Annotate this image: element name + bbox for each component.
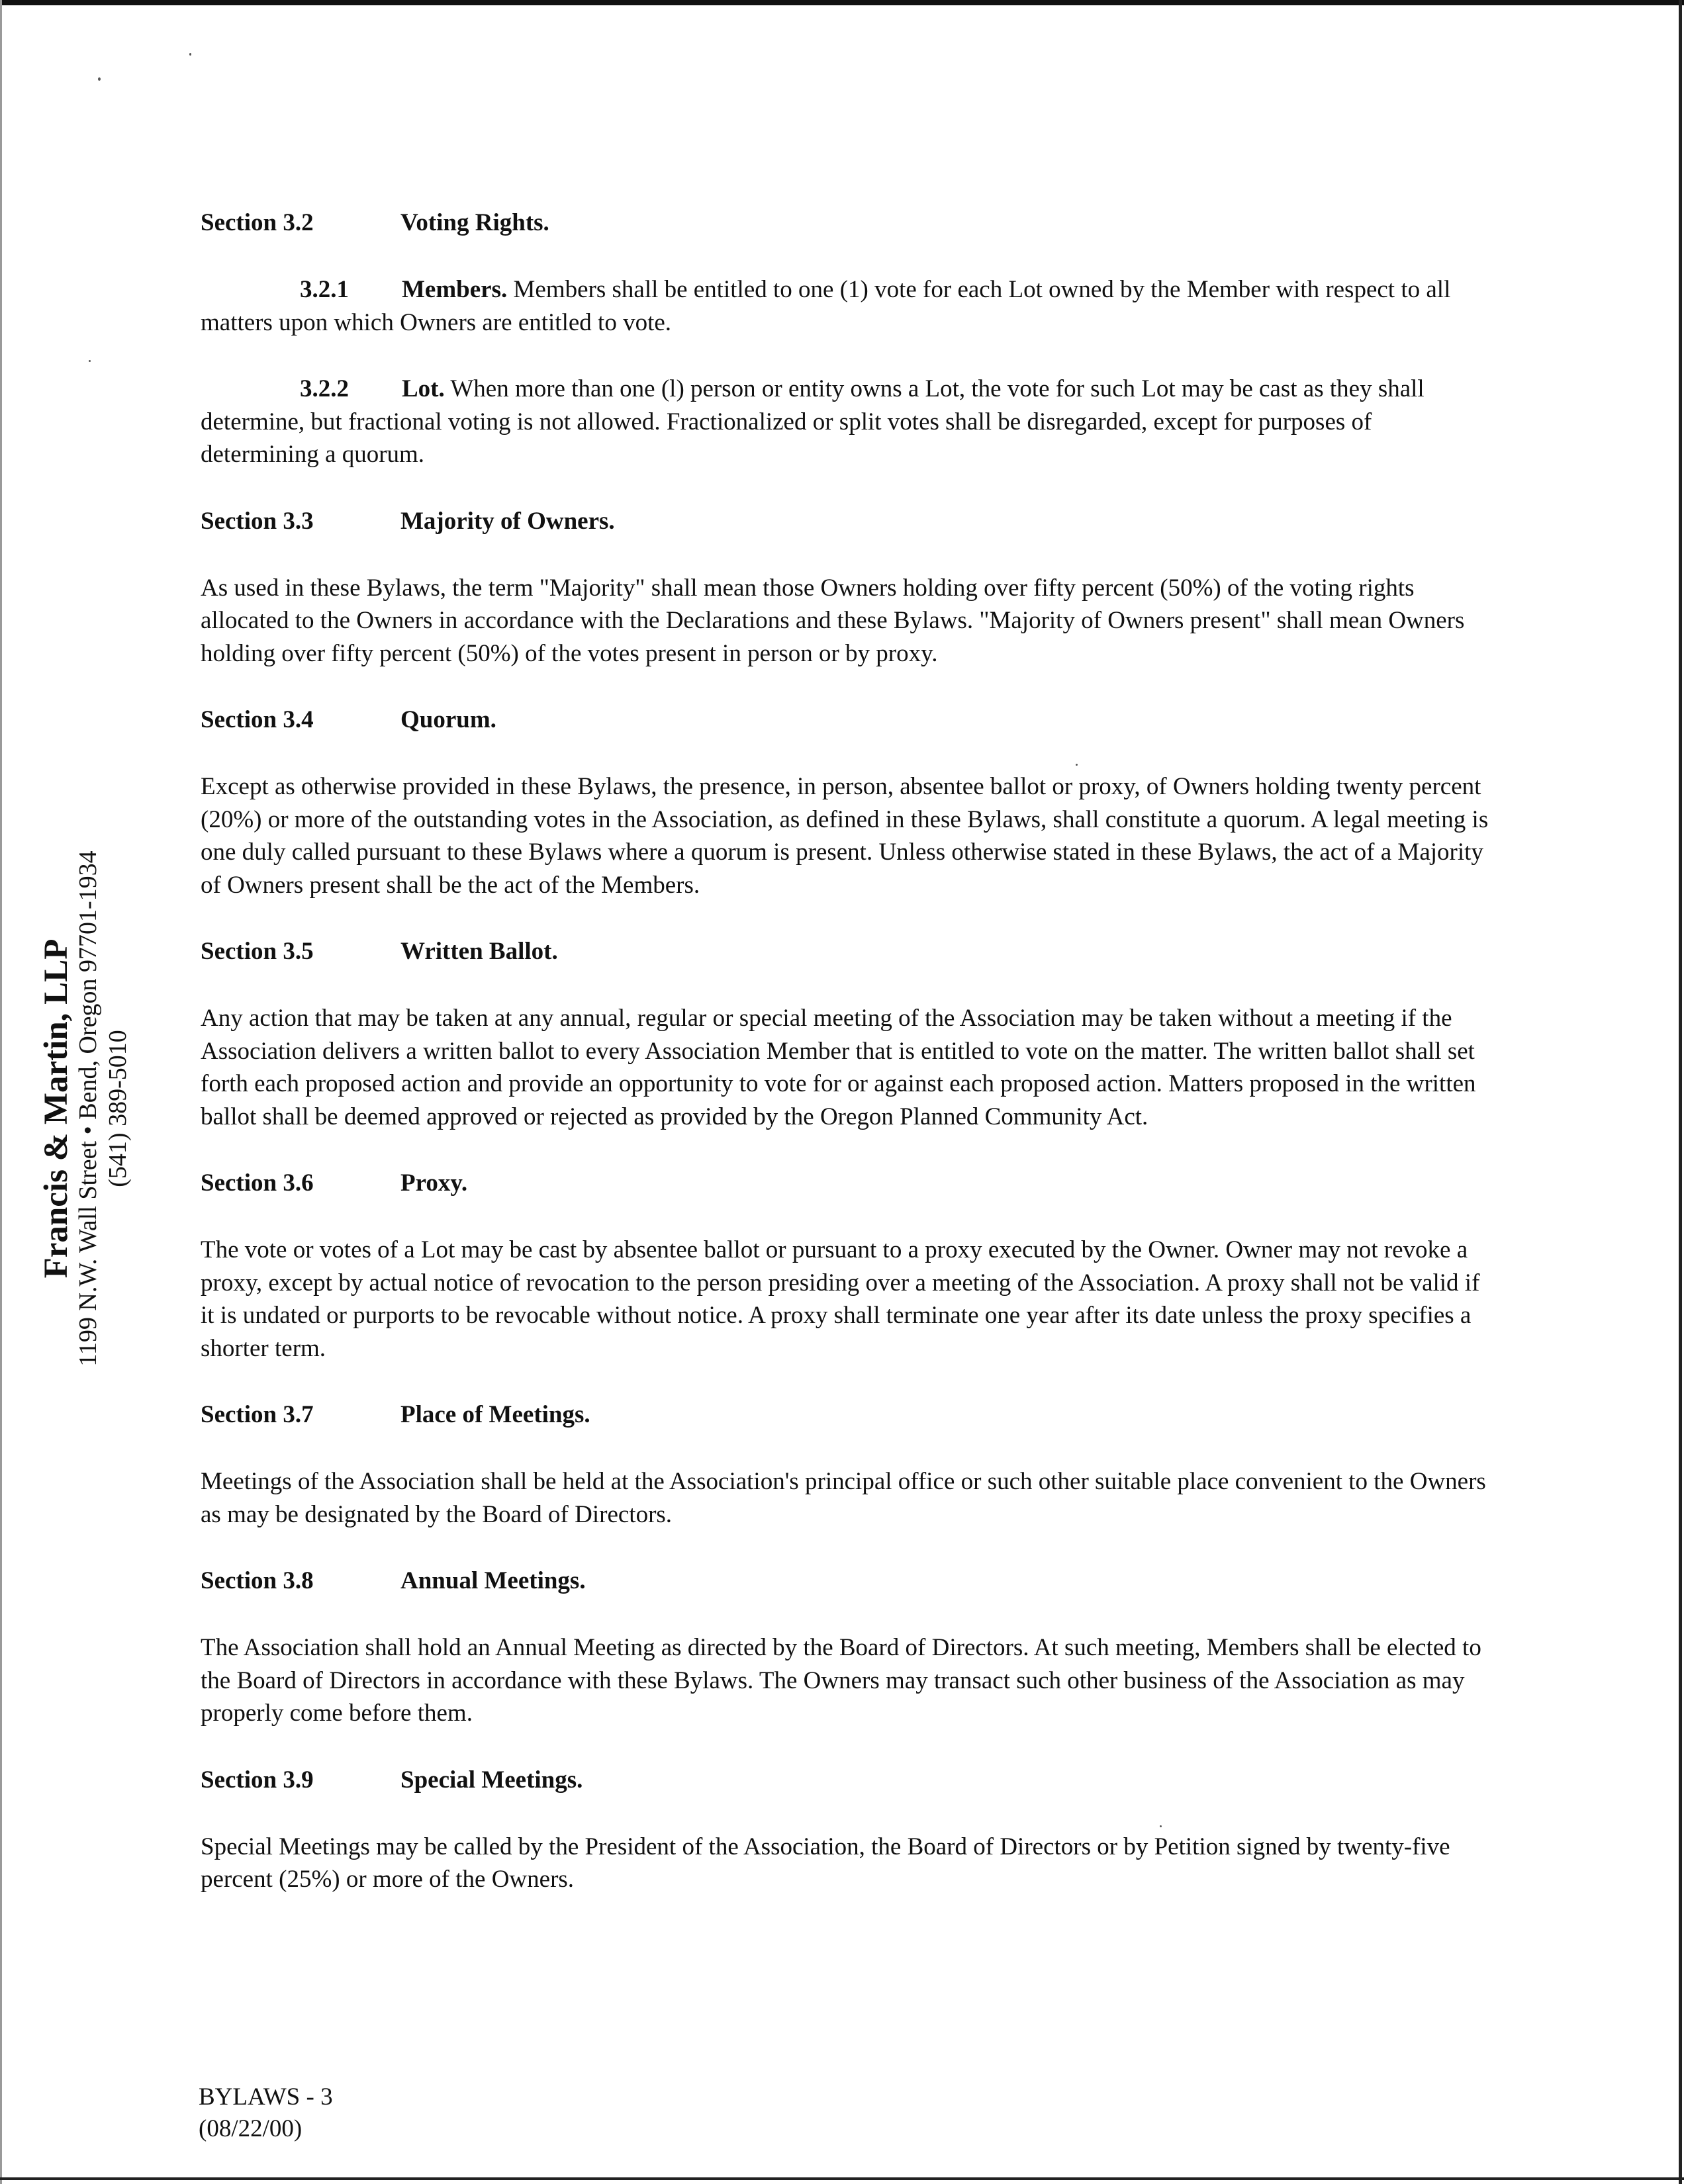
scan-speck bbox=[89, 360, 91, 362]
firm-address: 1199 N.W. Wall Street • Bend, Oregon 97701-1934 bbox=[74, 850, 102, 1367]
subsection-text: Members shall be entitled to one (1) vote for each Lot owned by the Member with respect to all matters upon which Owners are entitled to vote. bbox=[201, 276, 1451, 336]
section-title: Annual Meetings. bbox=[400, 1567, 586, 1594]
subsection-text: When more than one (l) person or entity owns a Lot, the vote for such Lot may be cast as they shall determine, but fractional voting is not allowed. Fractionalized or split votes shall be disregarded, except for purposes of determining a quorum. bbox=[201, 375, 1425, 468]
section-number: Section 3.7 bbox=[201, 1401, 314, 1428]
section-title: Written Ballot. bbox=[400, 938, 558, 965]
subsection-number: 3.2.2 bbox=[300, 375, 349, 402]
left-page-edge bbox=[0, 0, 2, 2184]
section-title: Majority of Owners. bbox=[400, 507, 615, 535]
footer-page-label: BYLAWS - 3 bbox=[199, 2083, 333, 2111]
section-paragraph: The Association shall hold an Annual Meeting as directed by the Board of Directors. At such meeting, Members shall be elected to the Board of Directors in accordance with these Bylaws. The Owners may transact such other business of the Association as may properly come before them. bbox=[201, 1634, 1481, 1727]
section-paragraph: Meetings of the Association shall be held at the Association's principal office or such other suitable place convenient to the Owners as may be designated by the Board of Directors. bbox=[201, 1468, 1486, 1528]
right-border bbox=[1679, 0, 1682, 2184]
subsection-title: Members. bbox=[402, 276, 508, 303]
subsection-number: 3.2.1 bbox=[300, 276, 349, 303]
section-paragraph: As used in these Bylaws, the term "Majority" shall mean those Owners holding over fifty percent (50%) of the voting rights allocated to the Owners in accordance with the Declarations and these Bylaws. "Majority of Owners present" shall mean Owners holding over fifty percent (50%) of the votes present in person or by proxy. bbox=[201, 574, 1465, 667]
section-number: Section 3.6 bbox=[201, 1169, 314, 1197]
section-paragraph: The vote or votes of a Lot may be cast by absentee ballot or pursuant to a proxy executed by the Owner. Owner may not revoke a proxy, except by actual notice of revocation to the person presiding over a meeting of the Association. A proxy shall not be valid if it is undated or purports to be revocable without notice. A proxy shall terminate one year after its date unless the proxy specifies a shorter term. bbox=[201, 1236, 1480, 1362]
section-heading bbox=[201, 1764, 1491, 1797]
top-border bbox=[0, 0, 1684, 5]
section-number: Section 3.4 bbox=[201, 706, 314, 733]
page-footer bbox=[199, 2081, 333, 2145]
subsection-title: Lot. bbox=[402, 375, 445, 402]
section-heading bbox=[201, 935, 1491, 968]
section-heading bbox=[201, 1167, 1491, 1200]
firm-name: Francis & Martin, LLP bbox=[38, 938, 75, 1279]
section-number: Section 3.8 bbox=[201, 1567, 314, 1594]
subsection-paragraph bbox=[201, 373, 1491, 471]
footer-date: (08/22/00) bbox=[199, 2115, 303, 2142]
section-number: Section 3.2 bbox=[201, 209, 314, 236]
section-paragraph: Any action that may be taken at any annual, regular or special meeting of the Association may be taken without a meeting if the Association delivers a written ballot to every Association Member that is entitled to vote on the matter. The written ballot shall set forth each proposed action and provide an opportunity to vote for or against each proposed action. Matters proposed in the written ballot shall be deemed approved or rejected as provided by the Oregon Planned Community Act. bbox=[201, 1005, 1476, 1130]
section-title: Quorum. bbox=[400, 706, 496, 733]
section-heading bbox=[201, 206, 1491, 240]
section-heading bbox=[201, 505, 1491, 538]
section-paragraph: Special Meetings may be called by the President of the Association, the Board of Directors or by Petition signed by twenty-five percent (25%) or more of the Owners. bbox=[201, 1833, 1450, 1893]
section-number: Section 3.3 bbox=[201, 507, 314, 535]
subsection-paragraph bbox=[201, 273, 1491, 339]
scan-speck bbox=[189, 53, 191, 56]
section-title: Place of Meetings. bbox=[400, 1401, 590, 1428]
firm-sidebar bbox=[38, 771, 132, 1446]
section-title: Voting Rights. bbox=[400, 209, 549, 236]
section-paragraph: Except as otherwise provided in these Bylaws, the presence, in person, absentee ballot or proxy, of Owners holding twenty percent (20%) or more of the outstanding votes in the Association, as defined in these Bylaws, shall constitute a quorum. A legal meeting is one duly called pursuant to these Bylaws where a quorum is present. Unless otherwise stated in these Bylaws, the act of a Majority of Owners present shall be the act of the Members. bbox=[201, 773, 1489, 899]
section-number: Section 3.9 bbox=[201, 1766, 314, 1794]
section-title: Proxy. bbox=[400, 1169, 468, 1197]
section-title: Special Meetings. bbox=[400, 1766, 583, 1794]
section-heading bbox=[201, 704, 1491, 737]
firm-sidebar-text bbox=[39, 771, 133, 1446]
section-number: Section 3.5 bbox=[201, 938, 314, 965]
scan-speck bbox=[98, 77, 101, 81]
section-heading bbox=[201, 1398, 1491, 1432]
firm-phone: (541) 389-5010 bbox=[104, 1030, 132, 1187]
document-body bbox=[201, 206, 1491, 1930]
section-heading bbox=[201, 1565, 1491, 1598]
bottom-border bbox=[0, 2177, 1684, 2180]
